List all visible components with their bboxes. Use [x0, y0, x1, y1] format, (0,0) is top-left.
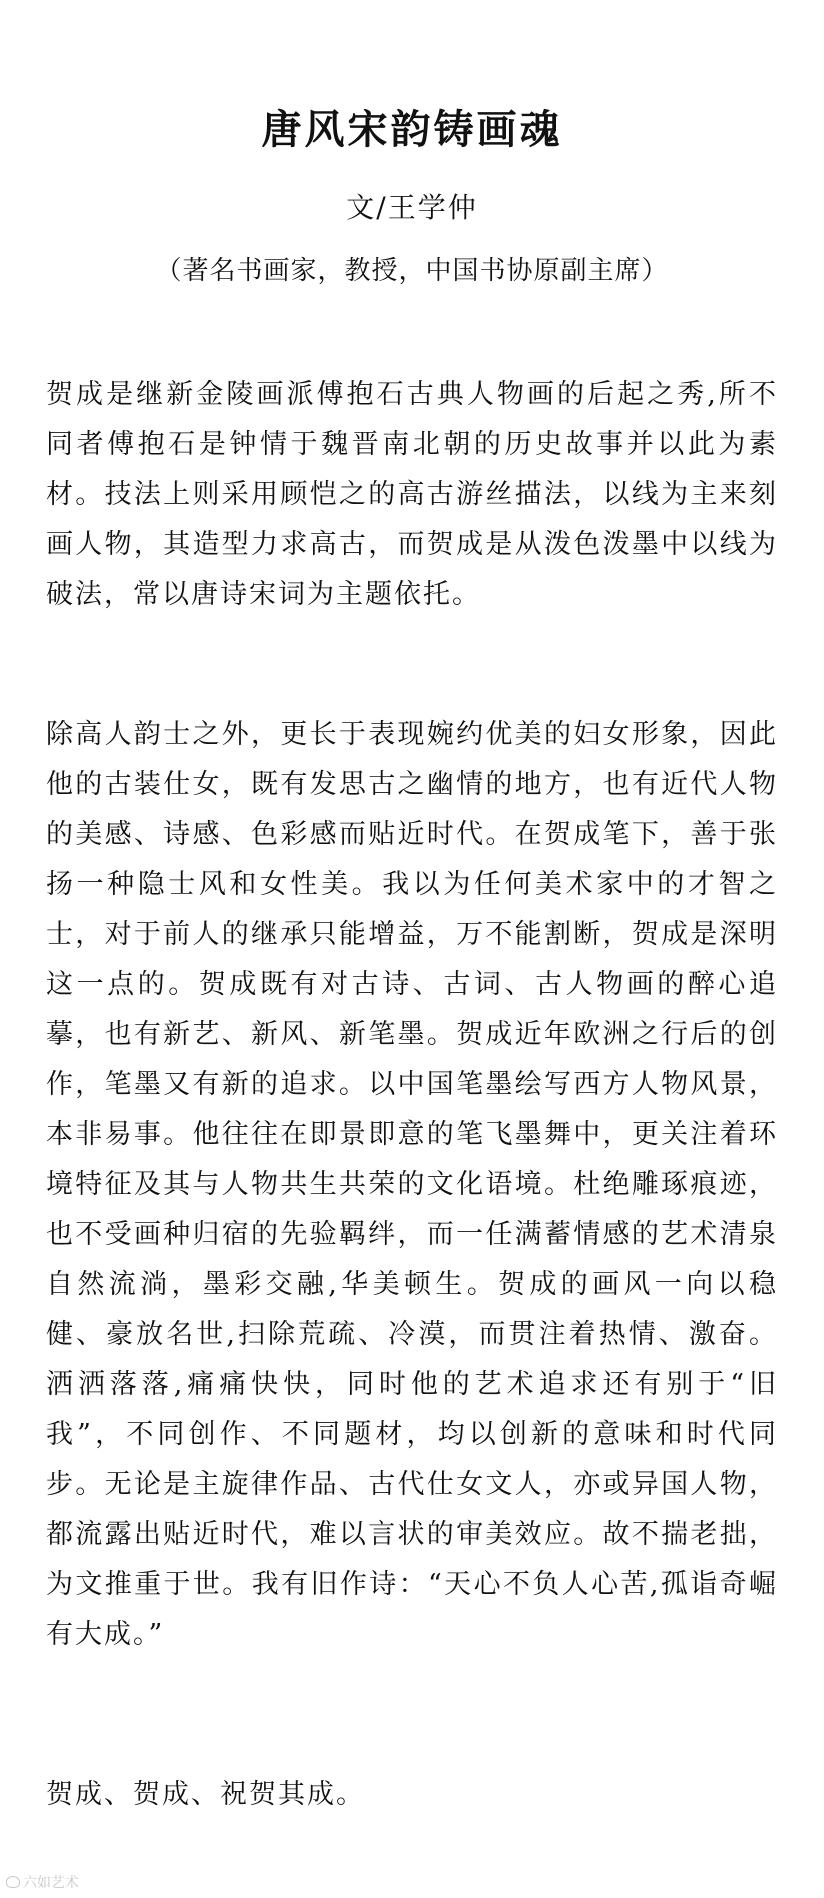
author-note: （著名书画家，教授，中国书协原副主席）	[155, 256, 669, 286]
watermark-text: 六如艺术	[23, 1875, 79, 1891]
article-title: 唐风宋韵铸画魂	[261, 106, 563, 153]
article-byline: 文/王学仲	[346, 191, 478, 224]
weibo-icon	[6, 1876, 20, 1888]
paragraph-1: 贺成是继新金陵画派傅抱石古典人物画的后起之秀,所不同者傅抱石是钟情于魏晋南北朝的历史故事并以此为素材。技法上则采用顾恺之的高古游丝描法，以线为主来刻画人物，其造型力求高古，而贺成是从泼色泼墨中以线为破法，常以唐诗宋词为主题依托。	[46, 379, 778, 610]
paragraph-3: 贺成、贺成、祝贺其成。	[46, 1779, 365, 1810]
watermark	[6, 1872, 79, 1892]
paragraph-2: 除高人韵士之外，更长于表现婉约优美的妇女形象，因此他的古装仕女，既有发思古之幽情的地方，也有近代人物的美感、诗感、色彩感而贴近时代。在贺成笔下，善于张扬一种隐士风和女性美。我以为任何美术家中的才智之士，对于前人的继承只能增益，万不能割断，贺成是深明这一点的。贺成既有对古诗、古词、古人物画的醉心追摹，也有新艺、新风、新笔墨。贺成近年欧洲之行后的创作，笔墨又有新的追求。以中国笔墨绘写西方人物风景，本非易事。他往往在即景即意的笔飞墨舞中，更关注着环境特征及其与人物共生共荣的文化语境。杜绝雕琢痕迹，也不受画种归宿的先验羁绊，而一任满蓄情感的艺术清泉自然流淌，墨彩交融,华美顿生。贺成的画风一向以稳健、豪放名世,扫除荒疏、冷漠，而贯注着热情、激奋。洒洒落落,痛痛快快，同时他的艺术追求还有别于“旧我”，不同创作、不同题材，均以创新的意味和时代同步。无论是主旋律作品、古代仕女文人，亦或异国人物，都流露出贴近时代，难以言状的审美效应。故不揣老拙，为文推重于世。我有旧作诗：“天心不负人心苦,孤诣奇崛有大成。”	[46, 719, 778, 1650]
